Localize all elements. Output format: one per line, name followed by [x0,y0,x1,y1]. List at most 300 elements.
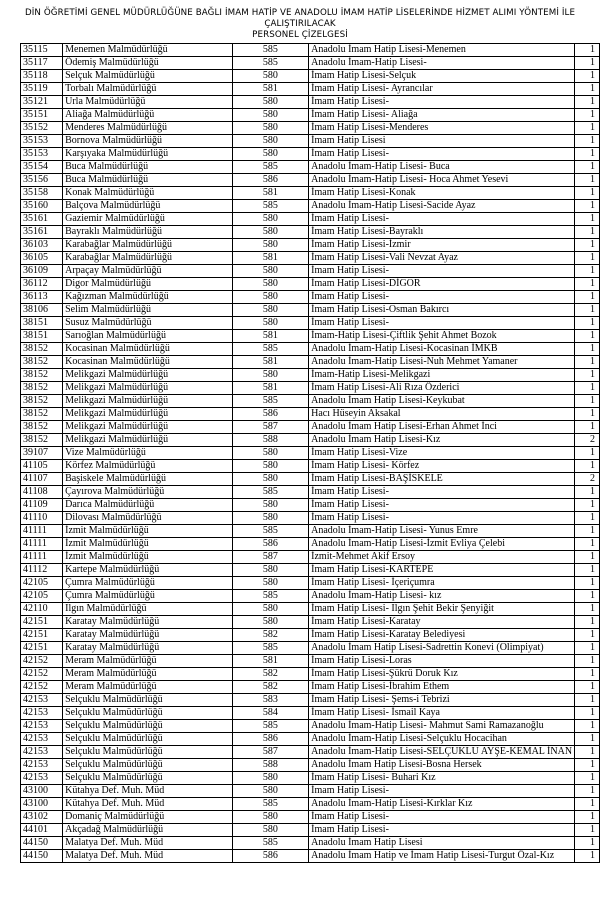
count-cell: 1 [575,317,600,330]
table-row [21,96,600,109]
code-cell: 35115 [21,44,63,57]
table-row [21,434,600,447]
count-cell: 1 [575,564,600,577]
unit-code-cell: 588 [232,759,309,772]
code-cell: 41108 [21,486,63,499]
unit-code-cell: 585 [232,525,309,538]
school-cell: İmam Hatip Lisesi-KARTEPE [309,564,575,577]
unit-code-cell: 580 [232,317,309,330]
table-row [21,772,600,785]
count-cell: 1 [575,486,600,499]
school-cell: İmam Hatip Lisesi [309,135,575,148]
table-row [21,187,600,200]
code-cell: 42153 [21,733,63,746]
table-row [21,447,600,460]
office-cell: Çumra Malmüdürlüğü [63,577,232,590]
count-cell: 1 [575,395,600,408]
count-cell: 1 [575,668,600,681]
table-row [21,707,600,720]
office-cell: Körfez Malmüdürlüğü [63,460,232,473]
unit-code-cell: 587 [232,551,309,564]
count-cell: 1 [575,798,600,811]
code-cell: 42153 [21,720,63,733]
table-row [21,239,600,252]
office-cell: Selçuklu Malmüdürlüğü [63,746,232,759]
count-cell: 2 [575,473,600,486]
table-row [21,681,600,694]
unit-code-cell: 580 [232,447,309,460]
unit-code-cell: 585 [232,642,309,655]
unit-code-cell: 586 [232,733,309,746]
count-cell: 1 [575,369,600,382]
code-cell: 44150 [21,837,63,850]
code-cell: 41111 [21,525,63,538]
count-cell: 1 [575,811,600,824]
title-line-2: PERSONEL ÇİZELGESİ [252,30,348,40]
unit-code-cell: 580 [232,564,309,577]
office-cell: Menderes Malmüdürlüğü [63,122,232,135]
code-cell: 38151 [21,317,63,330]
table-row [21,499,600,512]
unit-code-cell: 580 [232,226,309,239]
code-cell: 35161 [21,213,63,226]
count-cell: 1 [575,343,600,356]
table-row [21,122,600,135]
code-cell: 38106 [21,304,63,317]
count-cell: 1 [575,200,600,213]
unit-code-cell: 583 [232,694,309,707]
table-row [21,616,600,629]
unit-code-cell: 581 [232,382,309,395]
table-row [21,252,600,265]
code-cell: 38152 [21,369,63,382]
unit-code-cell: 580 [232,577,309,590]
table-row [21,460,600,473]
code-cell: 42152 [21,655,63,668]
school-cell: İmam Hatip Lisesi- [309,148,575,161]
school-cell: İmam Hatip Lisesi- [309,811,575,824]
code-cell: 41109 [21,499,63,512]
unit-code-cell: 582 [232,629,309,642]
office-cell: Çayırova Malmüdürlüğü [63,486,232,499]
code-cell: 39107 [21,447,63,460]
count-cell: 1 [575,96,600,109]
office-cell: Selçuklu Malmüdürlüğü [63,759,232,772]
office-cell: Digor Malmüdürlüğü [63,278,232,291]
office-cell: Selçuklu Malmüdürlüğü [63,772,232,785]
code-cell: 35151 [21,109,63,122]
count-cell: 1 [575,44,600,57]
office-cell: Melikgazi Malmüdürlüğü [63,421,232,434]
unit-code-cell: 585 [232,161,309,174]
count-cell: 1 [575,330,600,343]
code-cell: 35121 [21,96,63,109]
office-cell: Vize Malmüdürlüğü [63,447,232,460]
school-cell: İmam Hatip Lisesi- [309,486,575,499]
office-cell: Karşıyaka Malmüdürlüğü [63,148,232,161]
table-row [21,590,600,603]
table-row [21,850,600,863]
table-row [21,57,600,70]
unit-code-cell: 580 [232,772,309,785]
office-cell: Kağızman Malmüdürlüğü [63,291,232,304]
office-cell: Arpaçay Malmüdürlüğü [63,265,232,278]
office-cell: Bornova Malmüdürlüğü [63,135,232,148]
count-cell: 1 [575,616,600,629]
office-cell: İzmit Malmüdürlüğü [63,538,232,551]
unit-code-cell: 586 [232,174,309,187]
school-cell: Anadolu İmam-Hatip Lisesi-Selçuklu Hocacihan [309,733,575,746]
unit-code-cell: 580 [232,616,309,629]
unit-code-cell: 581 [232,330,309,343]
office-cell: Çumra Malmüdürlüğü [63,590,232,603]
count-cell: 1 [575,382,600,395]
office-cell: Urla Malmüdürlüğü [63,96,232,109]
table-row [21,551,600,564]
school-cell: İmam Hatip Lisesi- [309,512,575,525]
table-row [21,382,600,395]
count-cell: 1 [575,746,600,759]
unit-code-cell: 580 [232,460,309,473]
table-row [21,83,600,96]
count-cell: 1 [575,174,600,187]
table-row [21,109,600,122]
count-cell: 1 [575,122,600,135]
code-cell: 43102 [21,811,63,824]
count-cell: 1 [575,460,600,473]
table-row [21,746,600,759]
unit-code-cell: 586 [232,850,309,863]
code-cell: 41111 [21,538,63,551]
office-cell: Başiskele Malmüdürlüğü [63,473,232,486]
unit-code-cell: 580 [232,499,309,512]
school-cell: İmam Hatip Lisesi-Şükrü Doruk Kız [309,668,575,681]
code-cell: 35119 [21,83,63,96]
school-cell: İmam Hatip Lisesi-Karatay [309,616,575,629]
code-cell: 36103 [21,239,63,252]
code-cell: 36109 [21,265,63,278]
office-cell: Ilgın Malmüdürlüğü [63,603,232,616]
unit-code-cell: 582 [232,668,309,681]
school-cell: İmam Hatip Lisesi- Buhari Kız [309,772,575,785]
office-cell: Selçuklu Malmüdürlüğü [63,720,232,733]
code-cell: 42151 [21,629,63,642]
count-cell: 1 [575,837,600,850]
unit-code-cell: 585 [232,44,309,57]
code-cell: 35153 [21,148,63,161]
office-cell: Gaziemir Malmüdürlüğü [63,213,232,226]
count-cell: 1 [575,655,600,668]
school-cell: İmam Hatip Lisesi-Selçuk [309,70,575,83]
school-cell: Anadolu İmam-Hatip Lisesi-Sacide Ayaz [309,200,575,213]
code-cell: 41110 [21,512,63,525]
count-cell: 1 [575,499,600,512]
unit-code-cell: 580 [232,291,309,304]
code-cell: 41112 [21,564,63,577]
count-cell: 1 [575,83,600,96]
count-cell: 1 [575,694,600,707]
school-cell: İmam Hatip Lisesi- [309,824,575,837]
count-cell: 1 [575,681,600,694]
code-cell: 42105 [21,590,63,603]
unit-code-cell: 580 [232,824,309,837]
code-cell: 38152 [21,356,63,369]
school-cell: İmam Hatip Lisesi- [309,499,575,512]
office-cell: Meram Malmüdürlüğü [63,681,232,694]
count-cell: 1 [575,239,600,252]
table-row [21,226,600,239]
school-cell: İmam Hatip Lisesi-Karatay Belediyesi [309,629,575,642]
count-cell: 1 [575,824,600,837]
code-cell: 35160 [21,200,63,213]
school-cell: İmam Hatip Lisesi-Konak [309,187,575,200]
school-cell: İmam Hatip Lisesi-Vali Nevzat Ayaz [309,252,575,265]
count-cell: 1 [575,408,600,421]
count-cell: 1 [575,304,600,317]
office-cell: Kocasinan Malmüdürlüğü [63,356,232,369]
school-cell: Anadolu İmam Hatip Lisesi-Menemen [309,44,575,57]
office-cell: Selçuklu Malmüdürlüğü [63,694,232,707]
table-body [21,44,600,863]
code-cell: 38152 [21,408,63,421]
count-cell: 1 [575,785,600,798]
code-cell: 42151 [21,616,63,629]
document-title [0,8,600,41]
school-cell: İmam Hatip Lisesi- [309,785,575,798]
office-cell: Malatya Def. Muh. Müd [63,850,232,863]
school-cell: İmam Hatip Lisesi- [309,96,575,109]
count-cell: 1 [575,551,600,564]
table-row [21,330,600,343]
school-cell: İzmit-Mehmet Akif Ersoy [309,551,575,564]
office-cell: Karatay Malmüdürlüğü [63,629,232,642]
table-row [21,564,600,577]
count-cell: 1 [575,421,600,434]
unit-code-cell: 580 [232,265,309,278]
table-row [21,811,600,824]
table-row [21,642,600,655]
office-cell: İzmit Malmüdürlüğü [63,551,232,564]
count-cell: 1 [575,109,600,122]
code-cell: 35152 [21,122,63,135]
office-cell: Kocasinan Malmüdürlüğü [63,343,232,356]
table-row [21,356,600,369]
table-row [21,824,600,837]
code-cell: 43100 [21,785,63,798]
table-row [21,512,600,525]
table-row [21,278,600,291]
unit-code-cell: 580 [232,473,309,486]
office-cell: Malatya Def. Muh. Müd [63,837,232,850]
count-cell: 1 [575,70,600,83]
school-cell: İmam-Hatip Lisesi-Çiftlik Şehit Ahmet Bozok [309,330,575,343]
unit-code-cell: 581 [232,655,309,668]
unit-code-cell: 580 [232,96,309,109]
unit-code-cell: 586 [232,538,309,551]
unit-code-cell: 585 [232,343,309,356]
count-cell: 1 [575,148,600,161]
table-row [21,395,600,408]
table-row [21,317,600,330]
code-cell: 42152 [21,681,63,694]
school-cell: İmam Hatip Lisesi-Bayraklı [309,226,575,239]
office-cell: Melikgazi Malmüdürlüğü [63,382,232,395]
table-row [21,408,600,421]
office-cell: Kütahya Def. Muh. Müd [63,798,232,811]
code-cell: 42110 [21,603,63,616]
school-cell: İmam Hatip Lisesi- İsmail Kaya [309,707,575,720]
code-cell: 42153 [21,759,63,772]
code-cell: 43100 [21,798,63,811]
code-cell: 35118 [21,70,63,83]
school-cell: İmam Hatip Lisesi- [309,291,575,304]
count-cell: 1 [575,850,600,863]
code-cell: 38151 [21,330,63,343]
count-cell: 1 [575,57,600,70]
school-cell: İmam Hatip Lisesi- [309,213,575,226]
school-cell: İmam Hatip Lisesi-BAŞİSKELE [309,473,575,486]
count-cell: 1 [575,629,600,642]
office-cell: Buca Malmüdürlüğü [63,174,232,187]
school-cell: Hacı Hüseyin Aksakal [309,408,575,421]
table-row [21,369,600,382]
code-cell: 36105 [21,252,63,265]
unit-code-cell: 585 [232,200,309,213]
code-cell: 42105 [21,577,63,590]
office-cell: Meram Malmüdürlüğü [63,655,232,668]
unit-code-cell: 580 [232,135,309,148]
code-cell: 42151 [21,642,63,655]
office-cell: Konak Malmüdürlüğü [63,187,232,200]
office-cell: Balçova Malmüdürlüğü [63,200,232,213]
table-row [21,486,600,499]
school-cell: İmam Hatip Lisesi-İbrahim Ethem [309,681,575,694]
code-cell: 35156 [21,174,63,187]
school-cell: Anadolu İmam Hatip ve İmam Hatip Lisesi-Turgut Özal-Kız [309,850,575,863]
unit-code-cell: 581 [232,187,309,200]
table-row [21,70,600,83]
office-cell: Darıca Malmüdürlüğü [63,499,232,512]
unit-code-cell: 580 [232,811,309,824]
table-row [21,720,600,733]
table-row [21,733,600,746]
school-cell: İmam-Hatip Lisesi-Melikgazi [309,369,575,382]
table-row [21,759,600,772]
unit-code-cell: 585 [232,486,309,499]
count-cell: 2 [575,434,600,447]
code-cell: 36112 [21,278,63,291]
school-cell: Anadolu İmam-Hatip Lisesi- Yunus Emre [309,525,575,538]
school-cell: İmam Hatip Lisesi- Körfez [309,460,575,473]
school-cell: İmam Hatip Lisesi-Menderes [309,122,575,135]
school-cell: İmam Hatip Lisesi-Ali Rıza Özderici [309,382,575,395]
office-cell: Dilovası Malmüdürlüğü [63,512,232,525]
code-cell: 41107 [21,473,63,486]
school-cell: İmam Hatip Lisesi-İzmir [309,239,575,252]
office-cell: Meram Malmüdürlüğü [63,668,232,681]
count-cell: 1 [575,278,600,291]
code-cell: 44150 [21,850,63,863]
unit-code-cell: 585 [232,395,309,408]
table-row [21,174,600,187]
unit-code-cell: 580 [232,109,309,122]
count-cell: 1 [575,135,600,148]
office-cell: Selçuk Malmüdürlüğü [63,70,232,83]
school-cell: İmam Hatip Lisesi- Aliağa [309,109,575,122]
office-cell: Melikgazi Malmüdürlüğü [63,408,232,421]
unit-code-cell: 580 [232,122,309,135]
school-cell: Anadolu İmam Hatip Lisesi-Keykubat [309,395,575,408]
school-cell: İmam Hatip Lisesi- İçeriçumra [309,577,575,590]
count-cell: 1 [575,291,600,304]
office-cell: Karatay Malmüdürlüğü [63,642,232,655]
office-cell: Karabağlar Malmüdürlüğü [63,252,232,265]
unit-code-cell: 580 [232,213,309,226]
office-cell: Bayraklı Malmüdürlüğü [63,226,232,239]
office-cell: Melikgazi Malmüdürlüğü [63,434,232,447]
unit-code-cell: 586 [232,408,309,421]
table-row [21,44,600,57]
code-cell: 42153 [21,707,63,720]
school-cell: İmam Hatip Lisesi- [309,265,575,278]
school-cell: Anadolu İmam Hatip Lisesi [309,837,575,850]
code-cell: 38152 [21,382,63,395]
table-row [21,473,600,486]
school-cell: İmam Hatip Lisesi-Loras [309,655,575,668]
table-row [21,694,600,707]
table-row [21,200,600,213]
school-cell: İmam Hatip Lisesi-Osman Bakırcı [309,304,575,317]
count-cell: 1 [575,603,600,616]
count-cell: 1 [575,252,600,265]
table-row [21,265,600,278]
table-row [21,304,600,317]
unit-code-cell: 581 [232,252,309,265]
office-cell: Melikgazi Malmüdürlüğü [63,395,232,408]
table-row [21,603,600,616]
office-cell: Selim Malmüdürlüğü [63,304,232,317]
count-cell: 1 [575,213,600,226]
table-row [21,837,600,850]
school-cell: Anadolu İmam-Hatip Lisesi-Kocasinan İMKB [309,343,575,356]
school-cell: Anadolu İmam-Hatip Lisesi- Hoca Ahmet Yesevi [309,174,575,187]
school-cell: Anadolu İmam-Hatip Lisesi- Buca [309,161,575,174]
unit-code-cell: 580 [232,304,309,317]
office-cell: Selçuklu Malmüdürlüğü [63,707,232,720]
code-cell: 35117 [21,57,63,70]
school-cell: Anadolu İmam-Hatip Lisesi- kız [309,590,575,603]
table-row [21,343,600,356]
school-cell: Anadolu İmam-Hatip Lisesi-Kırklar Kız [309,798,575,811]
table-row [21,629,600,642]
office-cell: Akçadağ Malmüdürlüğü [63,824,232,837]
unit-code-cell: 580 [232,785,309,798]
unit-code-cell: 581 [232,83,309,96]
code-cell: 35161 [21,226,63,239]
school-cell: Anadolu İmam Hatip Lisesi-Erhan Ahmet İnci [309,421,575,434]
school-cell: Anadolu İmam Hatip Lisesi-Kız [309,434,575,447]
school-cell: Anadolu İmam-Hatip Lisesi-İzmit Evliya Çelebi [309,538,575,551]
count-cell: 1 [575,161,600,174]
count-cell: 1 [575,759,600,772]
office-cell: Melikgazi Malmüdürlüğü [63,369,232,382]
code-cell: 38152 [21,434,63,447]
school-cell: İmam Hatip Lisesi- Ilgın Şehit Bekir Şenyiğit [309,603,575,616]
code-cell: 42153 [21,746,63,759]
count-cell: 1 [575,356,600,369]
table-row [21,525,600,538]
count-cell: 1 [575,733,600,746]
